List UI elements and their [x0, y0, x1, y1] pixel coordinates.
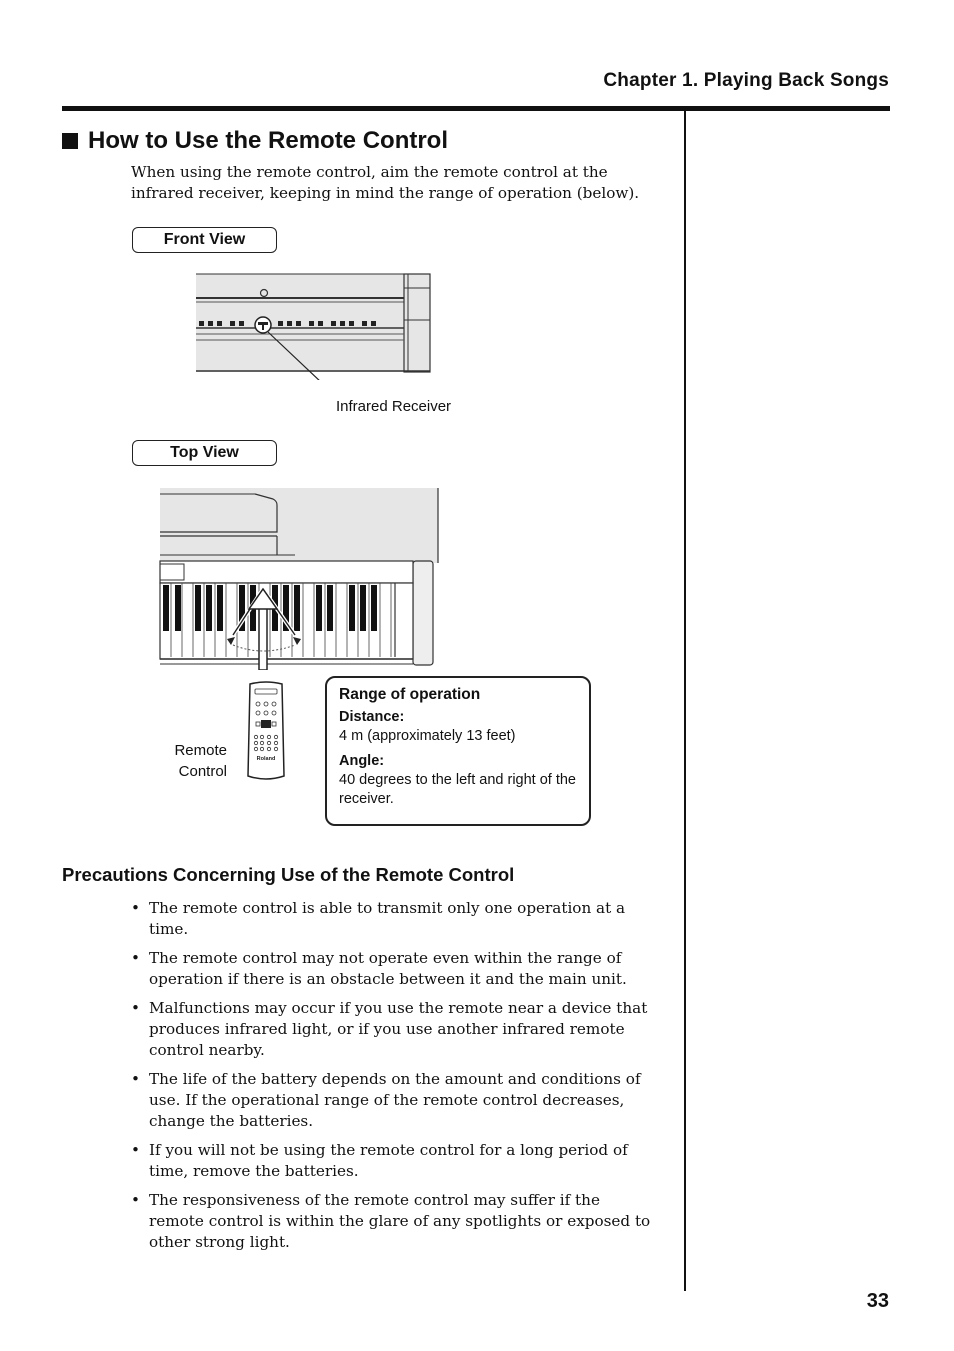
angle-value: 40 degrees to the left and right of the receiver. [339, 772, 576, 807]
remote-control-icon [244, 680, 288, 784]
intro-paragraph: When using the remote control, aim the remote control at the infrared receiver, keeping in mind the range of operation (below). [131, 163, 640, 202]
square-bullet-icon [62, 133, 78, 149]
precautions-list [131, 898, 659, 1261]
remote-brand-text: Roland [256, 756, 276, 762]
infrared-receiver-label: Infrared Receiver [336, 398, 452, 415]
list-item: • Malfunctions may occur if you use the remote near a device that produces infrared light, or if you use another infrared remote control nearby. [131, 998, 659, 1061]
remote-label-line1: Remote [174, 742, 227, 759]
top-view-label: Top View [132, 440, 277, 466]
column-rule [684, 111, 686, 1291]
front-view-label: Front View [132, 227, 277, 253]
section-title [62, 127, 448, 155]
section-title-text: How to Use the Remote Control [88, 127, 449, 154]
top-view-illustration [155, 485, 440, 670]
chapter-header: Chapter 1. Playing Back Songs [603, 70, 889, 91]
range-of-operation-box [325, 676, 591, 826]
page-number: 33 [866, 1290, 889, 1312]
remote-label-line2: Control [178, 763, 227, 780]
precautions-title: Precautions Concerning Use of the Remote Control [62, 864, 515, 885]
remote-control-label [165, 740, 227, 782]
range-title: Range of operation [339, 686, 481, 703]
header-rule [62, 106, 890, 111]
distance-value: 4 m (approximately 13 feet) [339, 728, 516, 744]
list-item: • The life of the battery depends on the amount and conditions of use. If the operational range of the remote control decreases, change the batteries. [131, 1069, 659, 1132]
distance-label: Distance: [339, 709, 405, 725]
list-item: • If you will not be using the remote control for a long period of time, remove the batteries. [131, 1140, 659, 1182]
list-item: • The remote control may not operate even within the range of operation if there is an obstacle between it and the main unit. [131, 948, 659, 990]
front-view-illustration [190, 270, 440, 380]
list-item: • The responsiveness of the remote control may suffer if the remote control is within the glare of any spotlights or exposed to other strong light. [131, 1190, 659, 1253]
list-item: • The remote control is able to transmit only one operation at a time. [131, 898, 659, 940]
angle-label: Angle: [339, 753, 385, 769]
